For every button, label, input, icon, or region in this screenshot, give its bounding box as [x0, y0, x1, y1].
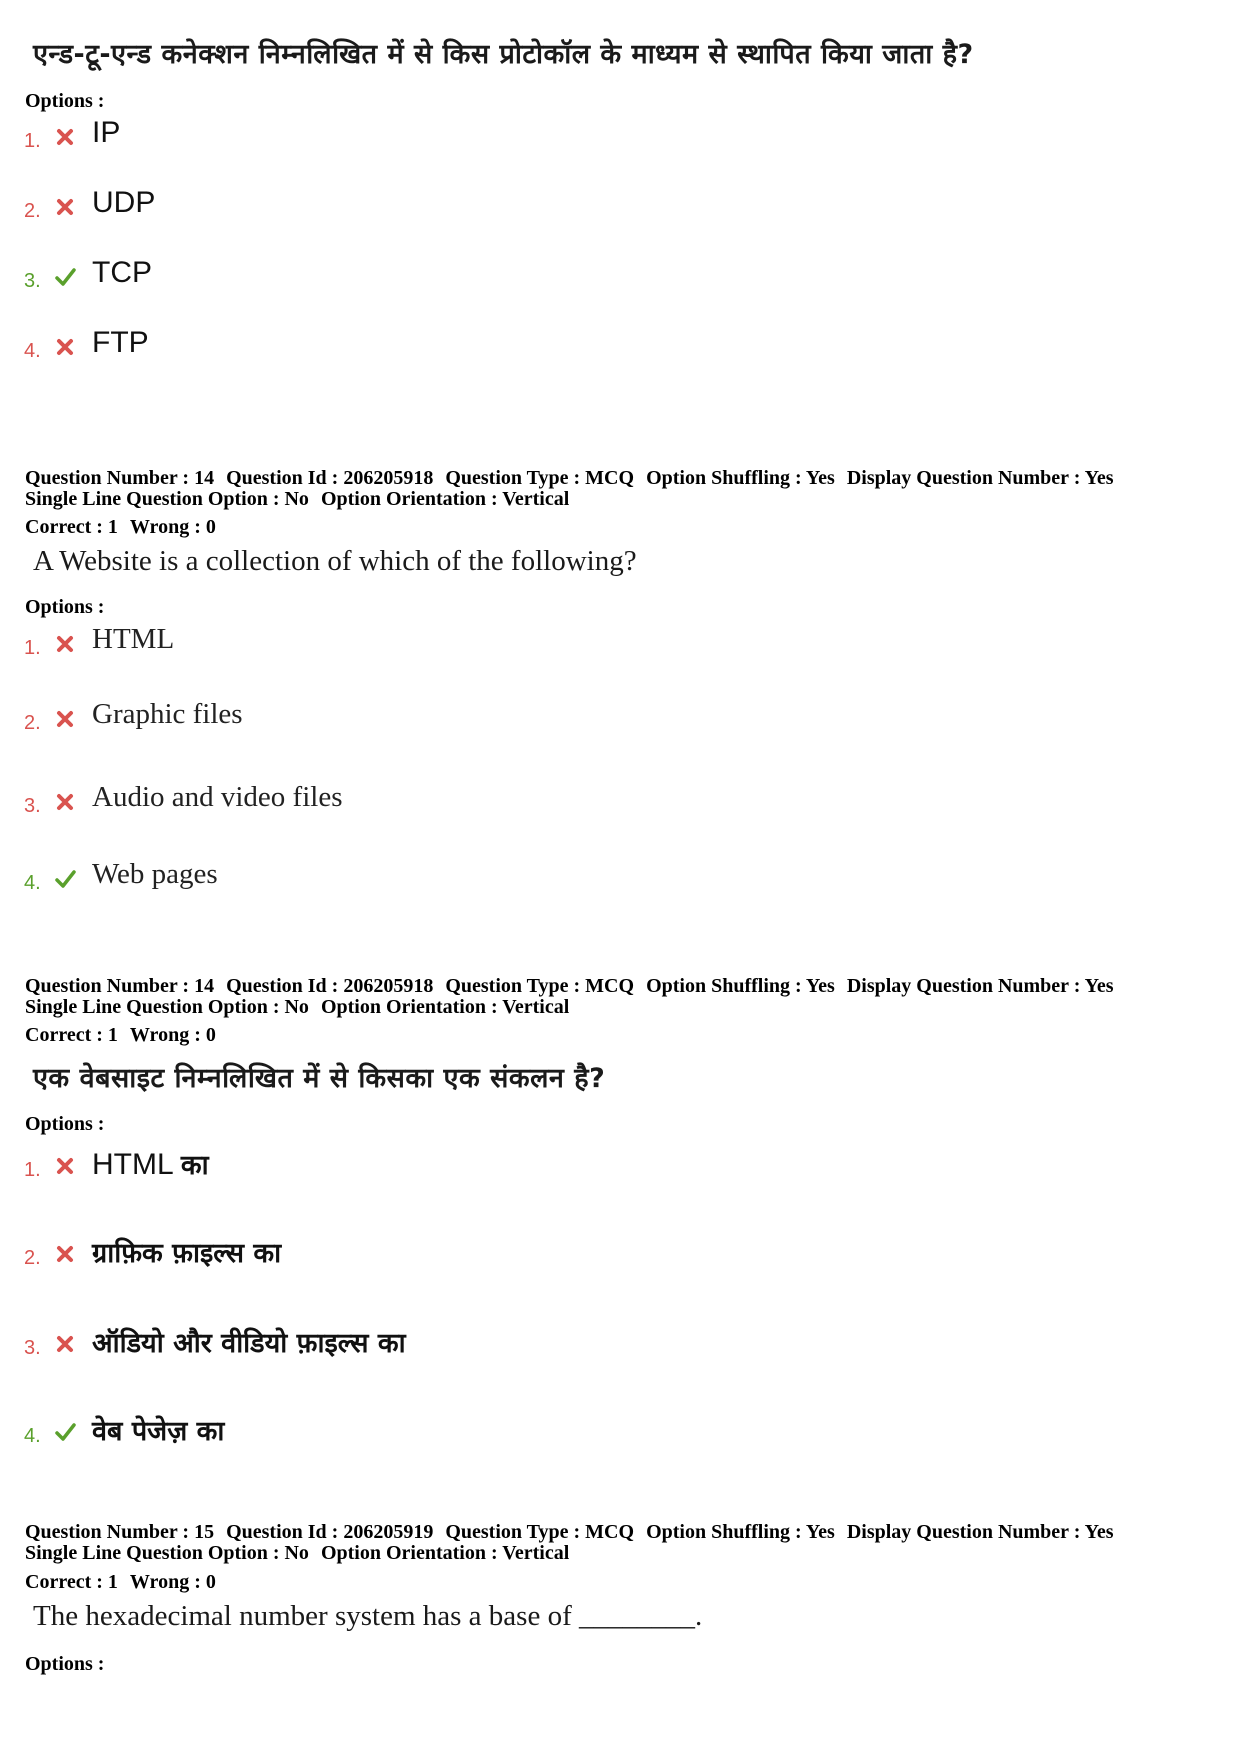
meta-field: Display Question Number : Yes [846, 1521, 1114, 1543]
meta-field: Question Id : 206205919 [226, 1521, 434, 1543]
options-label: Options : [25, 1113, 105, 1135]
meta-field: Question Number : 15 [25, 1521, 215, 1543]
option-text-hi: का [180, 1150, 209, 1181]
options-label: Options : [25, 1653, 105, 1675]
meta-field: Single Line Question Option : No [25, 996, 309, 1018]
option-number: 3. [24, 795, 41, 817]
question-meta-line [25, 1543, 581, 1564]
option-number: 3. [24, 270, 41, 292]
option-number: 4. [24, 872, 41, 894]
meta-field: Wrong : 0 [129, 1571, 216, 1593]
option-text: HTML [92, 623, 175, 655]
option-text: ग्राफ़िक फ़ाइल्स का [92, 1238, 282, 1269]
meta-field: Single Line Question Option : No [25, 488, 309, 510]
option-number: 1. [24, 1159, 41, 1181]
question-meta-line [25, 489, 581, 510]
meta-field: Question Number : 14 [25, 467, 215, 489]
option-text-en: HTML [92, 1148, 173, 1181]
option-number: 2. [24, 712, 41, 734]
meta-field: Display Question Number : Yes [846, 467, 1114, 489]
question-meta-line [25, 976, 1126, 997]
question-text-hindi-end-to-end: एन्ड-टू-एन्ड कनेक्शन निम्नलिखित में से किस प्रोटोकॉल के माध्यम से स्थापित किया जाता है? [33, 39, 974, 70]
cross-icon [54, 1243, 76, 1265]
cross-icon [54, 126, 76, 148]
option-text: वेब पेजेज़ का [92, 1416, 225, 1447]
check-icon [54, 1421, 76, 1443]
option-text: TCP [92, 256, 152, 289]
meta-field: Option Shuffling : Yes [646, 1521, 835, 1543]
meta-field: Question Type : MCQ [445, 467, 635, 489]
option-text: Graphic files [92, 698, 243, 730]
option-text: Web pages [92, 858, 218, 890]
question-meta-line [25, 997, 581, 1018]
meta-field: Correct : 1 [25, 1024, 118, 1046]
option-number: 1. [24, 130, 41, 152]
meta-field: Option Shuffling : Yes [646, 975, 835, 997]
option-text: IP [92, 116, 121, 149]
meta-field: Display Question Number : Yes [846, 975, 1114, 997]
meta-field: Question Type : MCQ [445, 975, 635, 997]
question-text: A Website is a collection of which of the following? [33, 545, 637, 577]
question-meta-line [25, 468, 1126, 489]
cross-icon [54, 633, 76, 655]
cross-icon [54, 1155, 76, 1177]
options-label: Options : [25, 596, 105, 618]
check-icon [54, 868, 76, 890]
meta-field: Wrong : 0 [129, 516, 216, 538]
cross-icon [54, 336, 76, 358]
option-number: 2. [24, 1247, 41, 1269]
option-text: Audio and video files [92, 781, 343, 813]
option-number: 2. [24, 200, 41, 222]
option-text: FTP [92, 326, 149, 359]
option-text: UDP [92, 186, 156, 219]
option-text [92, 1145, 209, 1182]
meta-field: Question Number : 14 [25, 975, 215, 997]
meta-field: Option Orientation : Vertical [320, 488, 570, 510]
option-text: ऑडियो और वीडियो फ़ाइल्स का [92, 1328, 406, 1359]
marks-line [25, 1572, 228, 1593]
cross-icon [54, 708, 76, 730]
question-meta-line [25, 1522, 1126, 1543]
meta-field: Correct : 1 [25, 1571, 118, 1593]
meta-field: Option Orientation : Vertical [320, 996, 570, 1018]
cross-icon [54, 791, 76, 813]
option-number: 1. [24, 637, 41, 659]
option-number: 4. [24, 340, 41, 362]
cross-icon [54, 1333, 76, 1355]
marks-line [25, 517, 228, 538]
meta-field: Wrong : 0 [129, 1024, 216, 1046]
meta-field: Correct : 1 [25, 516, 118, 538]
meta-field: Option Orientation : Vertical [320, 1542, 570, 1564]
meta-field: Option Shuffling : Yes [646, 467, 835, 489]
options-label: Options : [25, 90, 105, 112]
option-number: 3. [24, 1337, 41, 1359]
check-icon [54, 266, 76, 288]
meta-field: Question Id : 206205918 [226, 467, 434, 489]
option-number: 4. [24, 1425, 41, 1447]
meta-field: Question Id : 206205918 [226, 975, 434, 997]
cross-icon [54, 196, 76, 218]
meta-field: Single Line Question Option : No [25, 1542, 309, 1564]
question-text: The hexadecimal number system has a base of ________. [33, 1600, 703, 1632]
question-text-hindi: एक वेबसाइट निम्नलिखित में से किसका एक संकलन है? [33, 1063, 606, 1094]
marks-line [25, 1025, 228, 1046]
meta-field: Question Type : MCQ [445, 1521, 635, 1543]
